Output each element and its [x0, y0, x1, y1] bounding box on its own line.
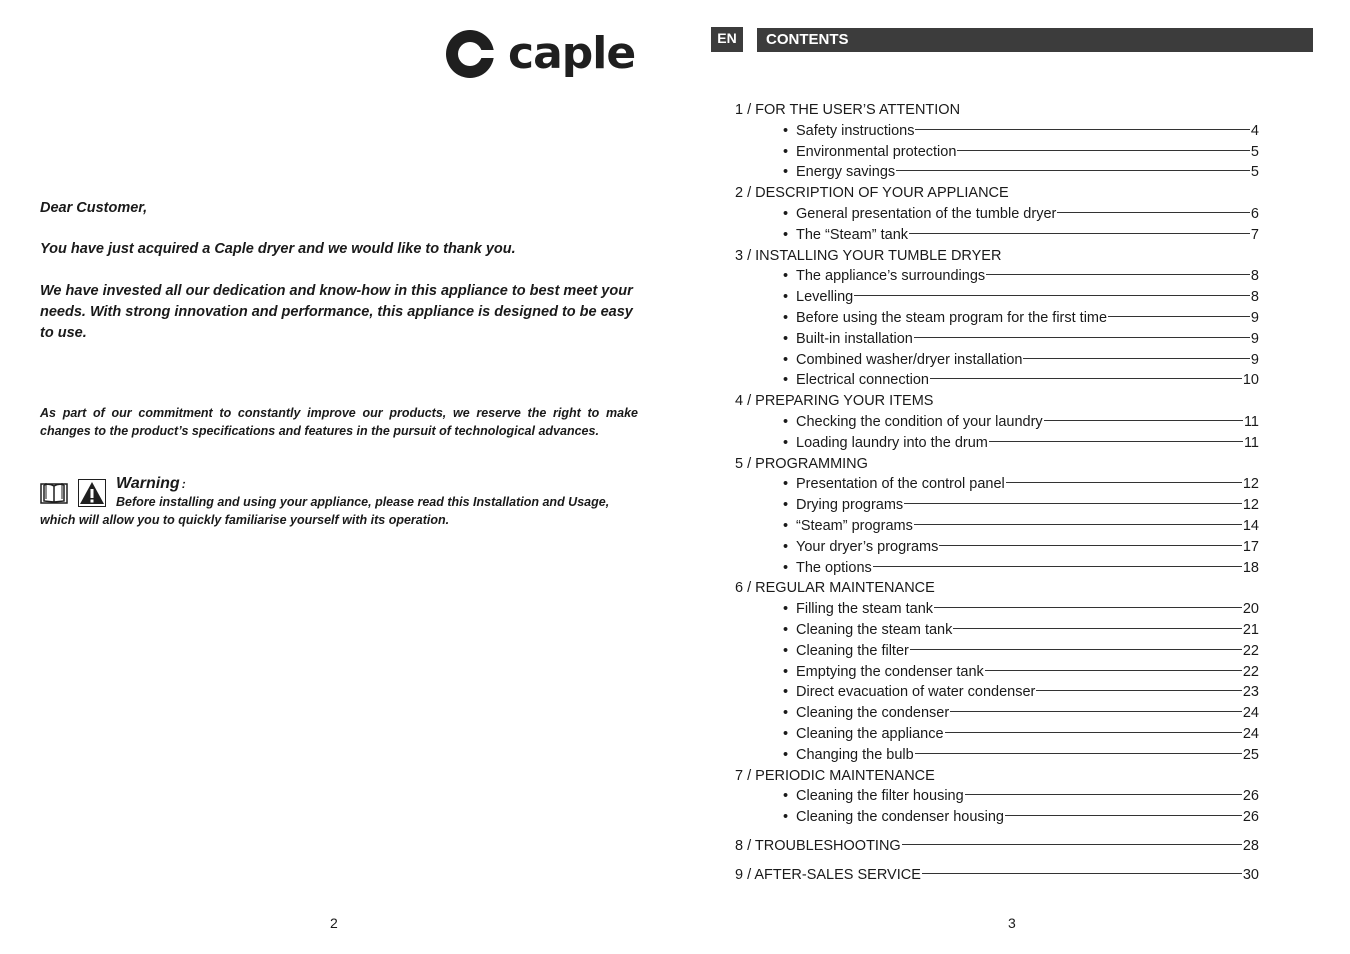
- toc-section-heading[interactable]: [735, 185, 1259, 206]
- toc-entry[interactable]: [735, 268, 1259, 289]
- bullet-icon: •: [783, 684, 789, 701]
- toc-entry-page: 12: [1242, 497, 1259, 514]
- bullet-icon: •: [783, 122, 789, 139]
- toc-leader-line: [909, 233, 1250, 234]
- toc-entry-label: The appliance’s surroundings: [796, 268, 986, 285]
- toc-entry[interactable]: [735, 643, 1259, 664]
- toc-entry-page: 10: [1242, 372, 1259, 389]
- toc-leader-line: [1023, 358, 1249, 359]
- bullet-icon: •: [783, 517, 789, 534]
- toc-entry[interactable]: [735, 414, 1259, 435]
- bullet-icon: •: [783, 351, 789, 368]
- toc-entry[interactable]: [735, 788, 1259, 809]
- toc-leader-line: [1057, 212, 1250, 213]
- toc-entry-page: 11: [1243, 434, 1259, 451]
- toc-entry-page: 20: [1242, 601, 1259, 618]
- bullet-icon: •: [783, 372, 789, 389]
- toc-entry[interactable]: [735, 310, 1259, 331]
- toc-leader-line: [914, 337, 1250, 338]
- toc-entry-label: Your dryer’s programs: [796, 538, 939, 555]
- toc-entry-page: 8: [1250, 289, 1259, 306]
- toc-section-title: 1 / FOR THE USER’S ATTENTION: [735, 102, 961, 118]
- toc-entry-page: 5: [1250, 143, 1259, 160]
- toc-entry-label: Drying programs: [796, 497, 904, 514]
- toc-section-heading[interactable]: [735, 838, 1259, 859]
- page-number: 2: [330, 915, 338, 931]
- toc-entry-label: Cleaning the appliance: [796, 725, 944, 742]
- toc-leader-line: [1005, 815, 1242, 816]
- toc-entry[interactable]: [735, 622, 1259, 643]
- toc-entry-label: “Steam” programs: [796, 517, 913, 534]
- toc-entry-label: Cleaning the condenser: [796, 705, 950, 722]
- bullet-icon: •: [783, 497, 789, 514]
- toc-entry[interactable]: [735, 705, 1259, 726]
- bullet-icon: •: [783, 164, 789, 181]
- section-header: CONTENTS: [757, 28, 1313, 52]
- bullet-icon: •: [783, 746, 789, 763]
- table-of-contents: [735, 102, 1259, 887]
- toc-entry[interactable]: [735, 497, 1259, 518]
- toc-entry-label: The “Steam” tank: [796, 226, 909, 243]
- toc-entry[interactable]: [735, 372, 1259, 393]
- toc-entry-label: Cleaning the filter: [796, 642, 909, 659]
- toc-section-title: 9 / AFTER-SALES SERVICE: [735, 866, 921, 883]
- toc-entry[interactable]: [735, 809, 1259, 830]
- toc-entry-page: 9: [1250, 330, 1259, 347]
- caple-c-logo-icon: [446, 29, 494, 79]
- toc-entry-label: Emptying the condenser tank: [796, 663, 984, 680]
- toc-leader-line: [896, 170, 1250, 171]
- bullet-icon: •: [783, 642, 789, 659]
- toc-entry-label: Combined washer/dryer installation: [796, 351, 1023, 368]
- toc-entry-page: 24: [1242, 725, 1259, 742]
- toc-entry-label: The options: [796, 559, 872, 576]
- bullet-icon: •: [783, 705, 789, 722]
- toc-entry-label: Safety instructions: [796, 122, 915, 139]
- toc-leader-line: [1036, 690, 1241, 691]
- right-page: [675, 0, 1350, 954]
- commitment-paragraph: As part of our commitment to constantly improve our products, we reserve the right to make changes to the product’s specifications and features in the pursuit of technological advances.: [40, 406, 638, 438]
- bullet-icon: •: [783, 205, 789, 222]
- toc-leader-line: [915, 129, 1249, 130]
- toc-section-title: 8 / TROUBLESHOOTING: [735, 837, 901, 854]
- toc-leader-line: [965, 794, 1242, 795]
- toc-leader-line: [985, 670, 1242, 671]
- toc-entry[interactable]: [735, 664, 1259, 685]
- toc-entry-page: 11: [1243, 413, 1259, 430]
- bullet-icon: •: [783, 621, 789, 638]
- toc-entry[interactable]: [735, 289, 1259, 310]
- toc-entry-page: 21: [1242, 621, 1259, 638]
- toc-entry-label: Checking the condition of your laundry: [796, 413, 1043, 430]
- toc-leader-line: [934, 607, 1242, 608]
- toc-entry-page: 18: [1242, 559, 1259, 576]
- toc-entry-page: 23: [1242, 684, 1259, 701]
- toc-entry[interactable]: [735, 123, 1259, 144]
- toc-entry[interactable]: [735, 539, 1259, 560]
- dedication-paragraph: We have invested all our dedication and know-how in this appliance to best meet your needs. With strong innovation and performance, this appliance is designed to be easy to use.: [40, 283, 633, 341]
- toc-section-title: 3 / INSTALLING YOUR TUMBLE DRYER: [735, 247, 1002, 264]
- toc-entry-page: 8: [1250, 268, 1259, 285]
- bullet-icon: •: [783, 143, 789, 160]
- toc-entry-page: 9: [1250, 309, 1259, 326]
- toc-entry[interactable]: [735, 164, 1259, 185]
- page-number: 3: [1008, 915, 1016, 931]
- bullet-icon: •: [783, 226, 789, 243]
- bullet-icon: •: [783, 476, 789, 493]
- toc-entry-page: 12: [1242, 476, 1259, 493]
- toc-entry-page: 22: [1242, 642, 1259, 659]
- toc-entry-page: 25: [1242, 746, 1259, 763]
- toc-entry-label: Cleaning the steam tank: [796, 621, 953, 638]
- toc-section-heading[interactable]: [735, 580, 1259, 601]
- toc-leader-line: [910, 649, 1242, 650]
- toc-leader-line: [950, 711, 1242, 712]
- caple-logo: [446, 28, 635, 80]
- toc-leader-line: [957, 150, 1250, 151]
- toc-entry-label: Built-in installation: [796, 330, 913, 347]
- bullet-icon: •: [783, 663, 789, 680]
- bullet-icon: •: [783, 309, 789, 326]
- toc-entry-label: Cleaning the condenser housing: [796, 809, 1004, 826]
- toc-entry[interactable]: [735, 684, 1259, 705]
- toc-entry-page: 6: [1250, 205, 1259, 222]
- toc-section-heading[interactable]: [735, 393, 1259, 414]
- toc-entry-label: Cleaning the filter housing: [796, 788, 964, 805]
- toc-entry-page: 26: [1242, 809, 1259, 826]
- toc-entry-page: 28: [1242, 837, 1259, 854]
- toc-entry-page: 26: [1242, 788, 1259, 805]
- toc-entry-page: 24: [1242, 705, 1259, 722]
- toc-entry[interactable]: [735, 747, 1259, 768]
- toc-entry-label: Presentation of the control panel: [796, 476, 1005, 493]
- toc-entry[interactable]: [735, 518, 1259, 539]
- toc-section-title: 2 / DESCRIPTION OF YOUR APPLIANCE: [735, 185, 1009, 202]
- toc-section-title: 6 / REGULAR MAINTENANCE: [735, 580, 935, 597]
- toc-section-heading[interactable]: [735, 248, 1259, 269]
- logo-text: caple: [508, 28, 636, 79]
- toc-section-title: 7 / PERIODIC MAINTENANCE: [735, 767, 935, 784]
- toc-entry[interactable]: [735, 601, 1259, 622]
- bullet-icon: •: [783, 538, 789, 555]
- toc-entry-label: Energy savings: [796, 164, 896, 181]
- toc-leader-line: [939, 545, 1241, 546]
- toc-leader-line: [902, 844, 1242, 845]
- toc-entry-label: Electrical connection: [796, 372, 929, 389]
- toc-entry-page: 14: [1242, 517, 1259, 534]
- toc-section-heading[interactable]: [735, 456, 1259, 477]
- toc-section-title: 5 / PROGRAMMING: [735, 455, 868, 472]
- toc-leader-line: [904, 503, 1242, 504]
- toc-entry-label: Changing the bulb: [796, 746, 914, 763]
- toc-entry-label: General presentation of the tumble dryer: [796, 205, 1057, 222]
- warning-title: [116, 474, 186, 494]
- toc-leader-line: [1044, 420, 1243, 421]
- toc-section-heading[interactable]: [735, 768, 1259, 789]
- bullet-icon: •: [783, 413, 789, 430]
- bullet-icon: •: [783, 289, 789, 306]
- toc-entry[interactable]: [735, 331, 1259, 352]
- bullet-icon: •: [783, 725, 789, 742]
- warning-text: Before installing and using your appliance, please read this Installation and Usage, which will allow you to quickly familiarise yourself with its operation.: [40, 495, 610, 527]
- toc-entry-page: 9: [1250, 351, 1259, 368]
- bullet-icon: •: [783, 330, 789, 347]
- toc-leader-line: [854, 295, 1250, 296]
- toc-entry[interactable]: [735, 476, 1259, 497]
- toc-entry[interactable]: [735, 144, 1259, 165]
- toc-entry-page: 5: [1250, 164, 1259, 181]
- toc-entry[interactable]: [735, 352, 1259, 373]
- bullet-icon: •: [783, 559, 789, 576]
- toc-leader-line: [922, 873, 1242, 874]
- thanks-paragraph: You have just acquired a Caple dryer and we would like to thank you.: [40, 241, 516, 257]
- warning-title-colon: :: [181, 477, 186, 491]
- toc-entry-label: Before using the steam program for the first time: [796, 309, 1108, 326]
- toc-leader-line: [945, 732, 1242, 733]
- toc-leader-line: [1108, 316, 1250, 317]
- toc-section-title: 4 / PREPARING YOUR ITEMS: [735, 393, 934, 410]
- toc-leader-line: [914, 524, 1242, 525]
- toc-entry-page: 7: [1250, 226, 1259, 243]
- bullet-icon: •: [783, 809, 789, 826]
- bullet-icon: •: [783, 268, 789, 285]
- toc-entry[interactable]: [735, 726, 1259, 747]
- toc-leader-line: [915, 753, 1242, 754]
- toc-entry[interactable]: [735, 206, 1259, 227]
- bullet-icon: •: [783, 601, 789, 618]
- toc-section-heading[interactable]: [735, 867, 1259, 888]
- toc-section-heading[interactable]: [735, 102, 1259, 123]
- toc-entry-page: 22: [1242, 663, 1259, 680]
- toc-leader-line: [873, 566, 1242, 567]
- toc-entry-label: Environmental protection: [796, 143, 957, 160]
- bullet-icon: •: [783, 434, 789, 451]
- toc-entry[interactable]: [735, 560, 1259, 581]
- toc-entry-label: Loading laundry into the drum: [796, 434, 988, 451]
- toc-entry[interactable]: [735, 435, 1259, 456]
- toc-leader-line: [930, 378, 1242, 379]
- toc-leader-line: [1006, 482, 1242, 483]
- greeting: Dear Customer,: [40, 200, 148, 216]
- toc-entry-label: Direct evacuation of water condenser: [796, 684, 1036, 701]
- toc-entry-label: Levelling: [796, 289, 854, 306]
- toc-entry-page: 17: [1242, 538, 1259, 555]
- warning-title-text: Warning: [116, 475, 180, 492]
- toc-entry[interactable]: [735, 227, 1259, 248]
- toc-leader-line: [986, 274, 1250, 275]
- language-badge: EN: [711, 27, 743, 52]
- toc-leader-line: [989, 441, 1243, 442]
- toc-leader-line: [953, 628, 1241, 629]
- bullet-icon: •: [783, 788, 789, 805]
- toc-entry-label: Filling the steam tank: [796, 601, 934, 618]
- toc-entry-page: 4: [1250, 122, 1259, 139]
- toc-entry-page: 30: [1242, 866, 1259, 883]
